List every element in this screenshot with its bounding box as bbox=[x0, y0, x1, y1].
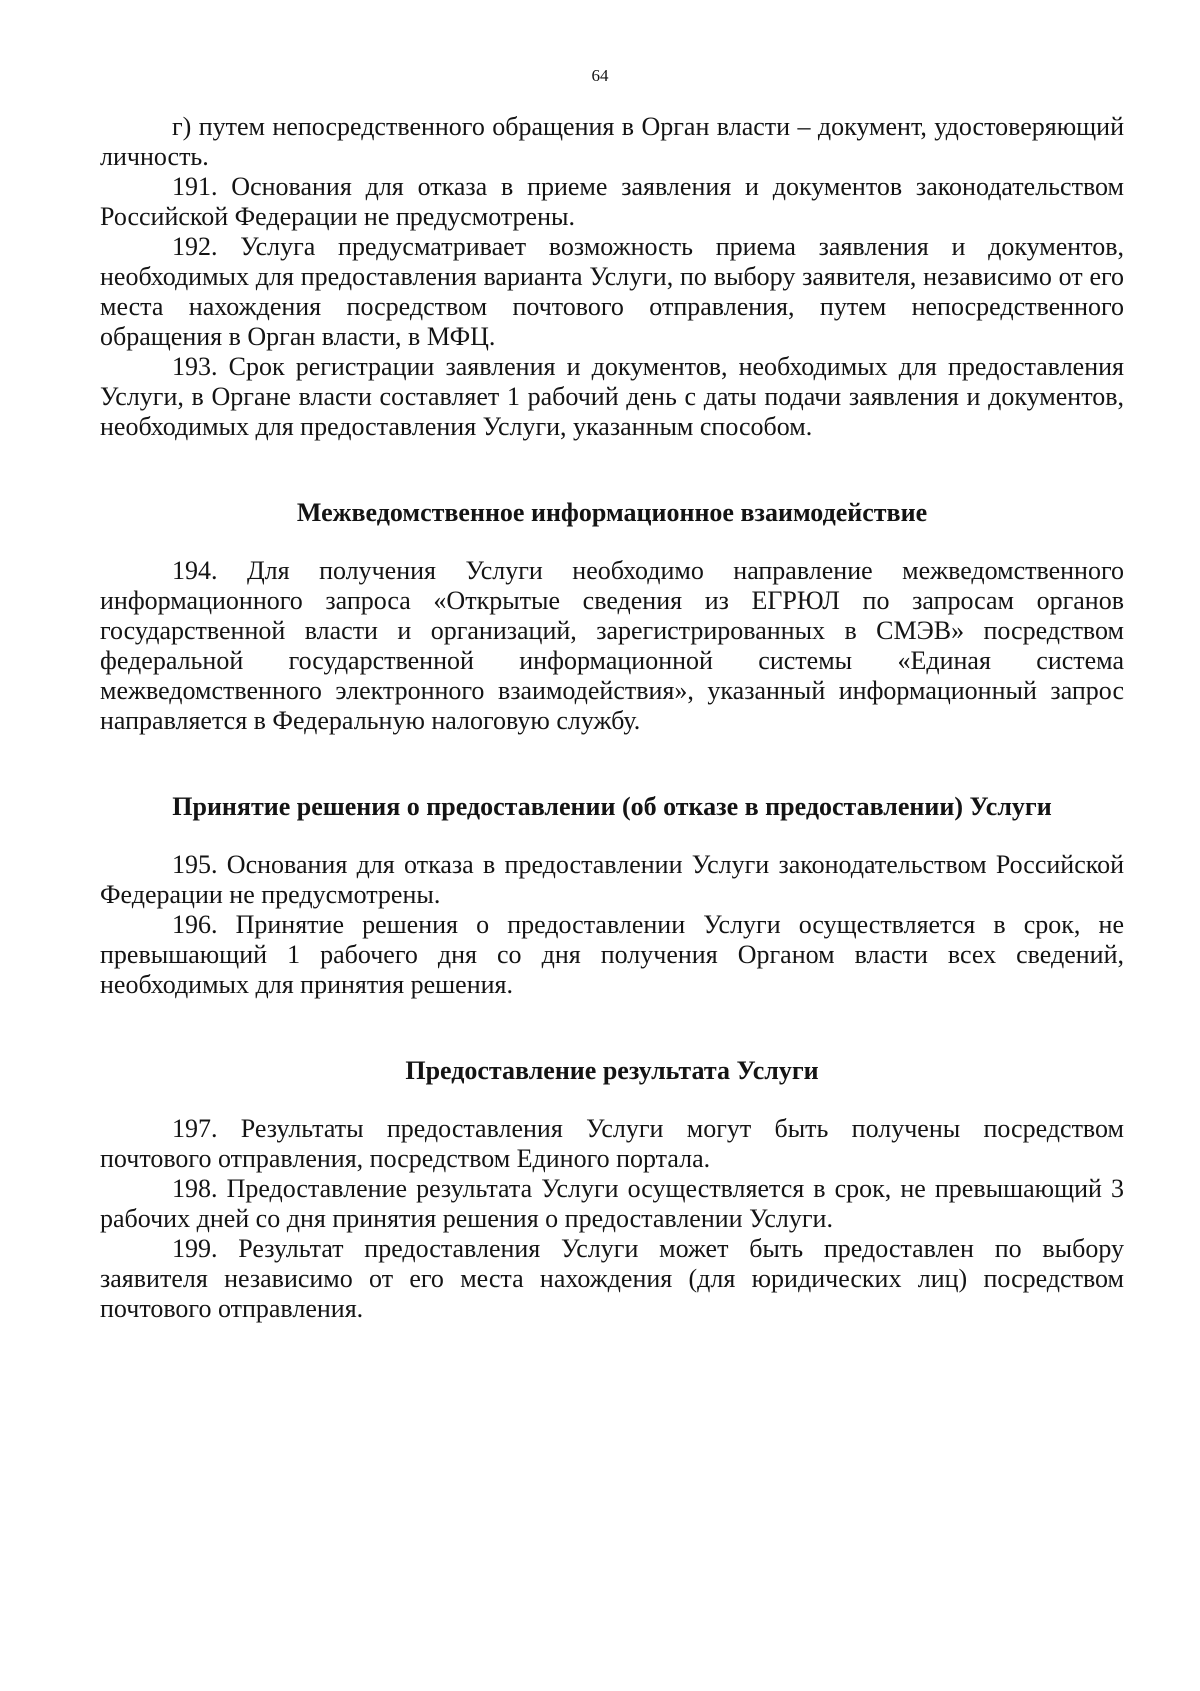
paragraph-196: 196. Принятие решения о предоставлении Услуги осуществляется в срок, не превышающий 1 рабочего дня со дня получения Органом власти всех сведений, необходимых для принятия решения. bbox=[100, 910, 1124, 999]
paragraph-199: 199. Результат предоставления Услуги может быть предоставлен по выбору заявителя независимо от его места нахождения (для юридических лиц) посредством почтового отправления. bbox=[100, 1234, 1124, 1323]
paragraph-197: 197. Результаты предоставления Услуги могут быть получены посредством почтового отправления, посредством Единого портала. bbox=[100, 1114, 1124, 1173]
paragraph-192: 192. Услуга предусматривает возможность приема заявления и документов, необходимых для предоставления варианта Услуги, по выбору заявителя, независимо от его места нахождения посредством почтового отправления, путем непосредственного обращения в Орган власти, в МФЦ. bbox=[100, 232, 1124, 351]
section-heading-decision: Принятие решения о предоставлении (об отказе в предоставлении) Услуги bbox=[172, 792, 1052, 821]
page-number: 64 bbox=[591, 66, 609, 85]
section-heading-interagency: Межведомственное информационное взаимодействие bbox=[296, 498, 928, 527]
section-heading-result: Предоставление результата Услуги bbox=[405, 1056, 819, 1085]
paragraph-195: 195. Основания для отказа в предоставлении Услуги законодательством Российской Федерации не предусмотрены. bbox=[100, 850, 1124, 909]
paragraph-198: 198. Предоставление результата Услуги осуществляется в срок, не превышающий 3 рабочих дней со дня принятия решения о предоставлении Услуги. bbox=[100, 1174, 1124, 1233]
paragraph-191: 191. Основания для отказа в приеме заявления и документов законодательством Российской Федерации не предусмотрены. bbox=[100, 172, 1124, 231]
document-body bbox=[100, 112, 1124, 1324]
paragraph-g: г) путем непосредственного обращения в Орган власти – документ, удостоверяющий личность. bbox=[100, 112, 1124, 171]
paragraph-194: 194. Для получения Услуги необходимо направление межведомственного информационного запроса «Открытые сведения из ЕГРЮЛ по запросам органов государственной власти и организаций, зарегистрированных в СМЭВ» посредством федеральной государственной информационной системы «Единая система межведомственного электронного взаимодействия», указанный информационный запрос направляется в Федеральную налоговую службу. bbox=[100, 556, 1124, 735]
paragraph-193: 193. Срок регистрации заявления и документов, необходимых для предоставления Услуги, в Органе власти составляет 1 рабочий день с даты подачи заявления и документов, необходимых для предоставления Услуги, указанным способом. bbox=[100, 352, 1124, 441]
